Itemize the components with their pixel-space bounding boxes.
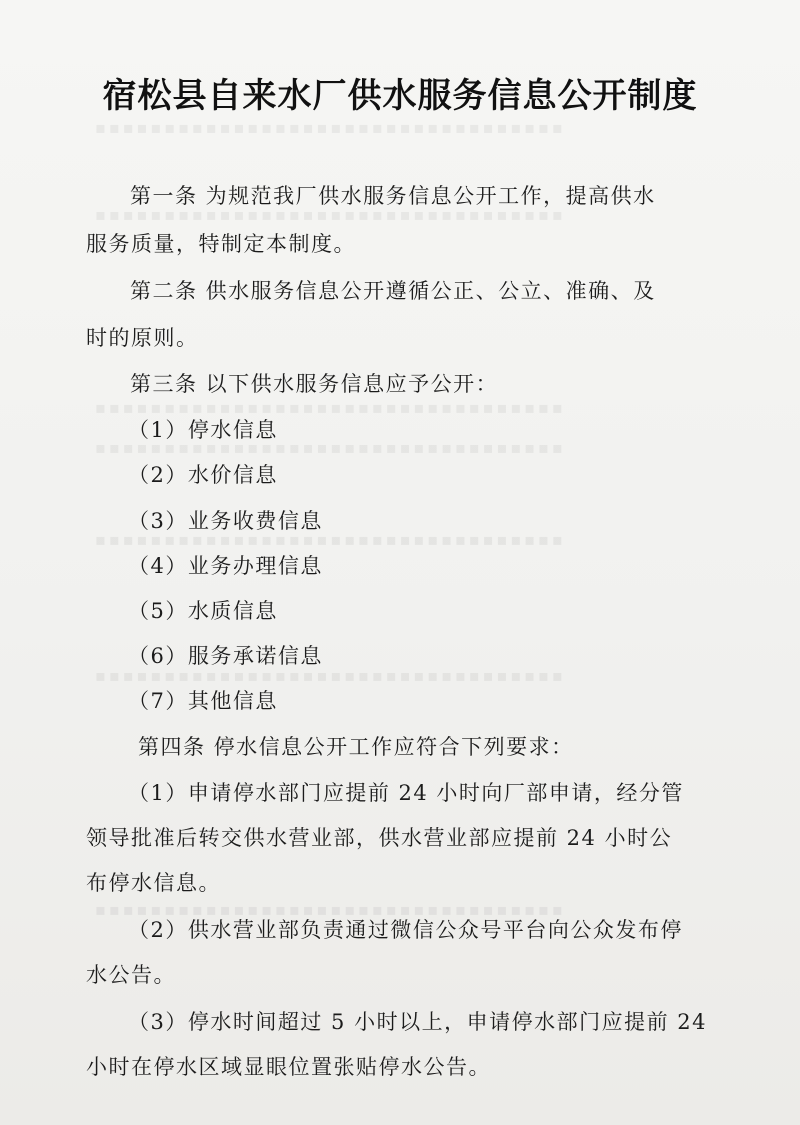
article-2-line-2: 时的原则。: [86, 326, 199, 350]
list-item: （6）服务承诺信息: [128, 644, 323, 668]
article-1-line-2: 服务质量，特制定本制度。: [86, 232, 356, 256]
document-title: 宿松县自来水厂供水服务信息公开制度: [102, 76, 698, 116]
article-2-line-1: 第二条 供水服务信息公开遵循公正、公立、准确、及: [130, 279, 656, 303]
list-item: （2）水价信息: [128, 463, 278, 487]
show-through-decoration: ▪▪▪▪▪▪▪▪▪▪▪▪▪▪▪▪▪▪▪▪▪▪▪▪▪▪▪▪▪▪▪▪▪▪: [95, 205, 566, 224]
show-through-decoration: ▪▪▪▪▪▪▪▪▪▪▪▪▪▪▪▪▪▪▪▪▪▪▪▪▪▪▪▪▪▪▪▪▪▪: [95, 398, 566, 417]
show-through-decoration: ▪▪▪▪▪▪▪▪▪▪▪▪▪▪▪▪▪▪▪▪▪▪▪▪▪▪▪▪▪▪▪▪▪▪: [95, 666, 566, 685]
article-4-item-1-line-3: 布停水信息。: [86, 871, 221, 895]
article-4-item-1-line-1: （1）申请停水部门应提前 24 小时向厂部申请，经分管: [128, 781, 684, 805]
show-through-decoration: ▪▪▪▪▪▪▪▪▪▪▪▪▪▪▪▪▪▪▪▪▪▪▪▪▪▪▪▪▪▪▪▪▪▪: [95, 900, 566, 919]
article-1-line-1: 第一条 为规范我厂供水服务信息公开工作，提高供水: [130, 184, 656, 208]
show-through-decoration: ▪▪▪▪▪▪▪▪▪▪▪▪▪▪▪▪▪▪▪▪▪▪▪▪▪▪▪▪▪▪▪▪▪▪: [95, 118, 566, 137]
article-4-heading: 第四条 停水信息公开工作应符合下列要求：: [138, 735, 574, 759]
show-through-decoration: ▪▪▪▪▪▪▪▪▪▪▪▪▪▪▪▪▪▪▪▪▪▪▪▪▪▪▪▪▪▪▪▪▪▪: [95, 530, 566, 549]
list-item: （7）其他信息: [128, 689, 278, 713]
article-4-item-3-line-1: （3）停水时间超过 5 小时以上，申请停水部门应提前 24: [128, 1010, 707, 1034]
list-item: （1）停水信息: [128, 418, 278, 442]
show-through-decoration: ▪▪▪▪▪▪▪▪▪▪▪▪▪▪▪▪▪▪▪▪▪▪▪▪▪▪▪▪▪▪▪▪▪▪: [95, 438, 566, 457]
list-item: （5）水质信息: [128, 599, 278, 623]
article-4-item-2-line-2: 水公告。: [86, 963, 176, 987]
article-4-item-2-line-1: （2）供水营业部负责通过微信公众号平台向公众发布停: [128, 918, 683, 942]
article-4-item-1-line-2: 领导批准后转交供水营业部，供水营业部应提前 24 小时公: [86, 826, 673, 850]
list-item: （3）业务收费信息: [128, 509, 323, 533]
article-3-heading: 第三条 以下供水服务信息应予公开：: [130, 372, 499, 396]
article-4-item-3-line-2: 小时在停水区域显眼位置张贴停水公告。: [86, 1055, 491, 1079]
list-item: （4）业务办理信息: [128, 554, 323, 578]
